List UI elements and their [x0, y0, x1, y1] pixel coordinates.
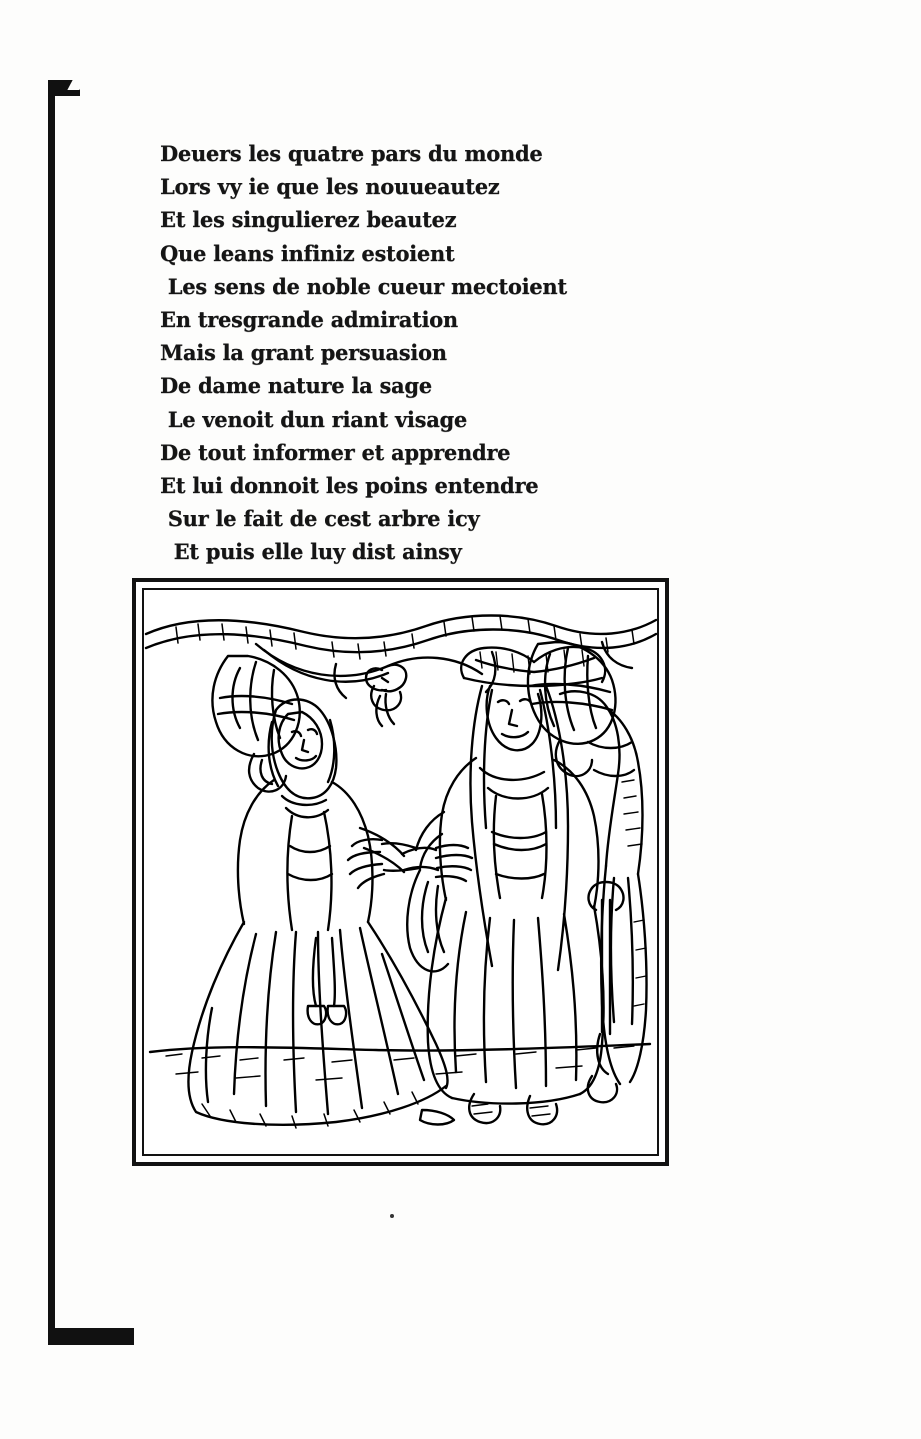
poem-line: Que leans infiniz estoient — [160, 241, 455, 267]
poem-line: Deuers les quatre pars du monde — [160, 142, 543, 167]
poem-line: Lors vy ie que les nouueautez — [160, 175, 500, 201]
poem-line: Et lui donnoit les poins entendre — [160, 474, 539, 500]
poem-line: De tout informer et apprendre — [160, 440, 511, 466]
poem-line: Et les singulierez beautez — [160, 208, 457, 234]
poem-line: Le venoit dun riant visage — [167, 407, 467, 433]
scan-gutter-edge — [48, 80, 55, 1345]
poem-text-block — [160, 138, 630, 570]
woodcut-illustration — [132, 578, 669, 1166]
poem-line: Et puis elle luy dist ainsy — [173, 540, 462, 566]
poem-line: Mais la grant persuasion — [160, 341, 447, 367]
poem-line: Les sens de noble cueur mectoient — [167, 274, 567, 300]
scan-speck — [390, 1214, 394, 1218]
poem-line: En tresgrande admiration — [160, 308, 458, 334]
poem-line: De dame nature la sage — [160, 374, 432, 400]
scan-corner-bottom-left — [48, 1328, 134, 1345]
woodcut-inner-border — [142, 588, 659, 1156]
poem-line: Sur le fait de cest arbre icy — [167, 507, 480, 533]
